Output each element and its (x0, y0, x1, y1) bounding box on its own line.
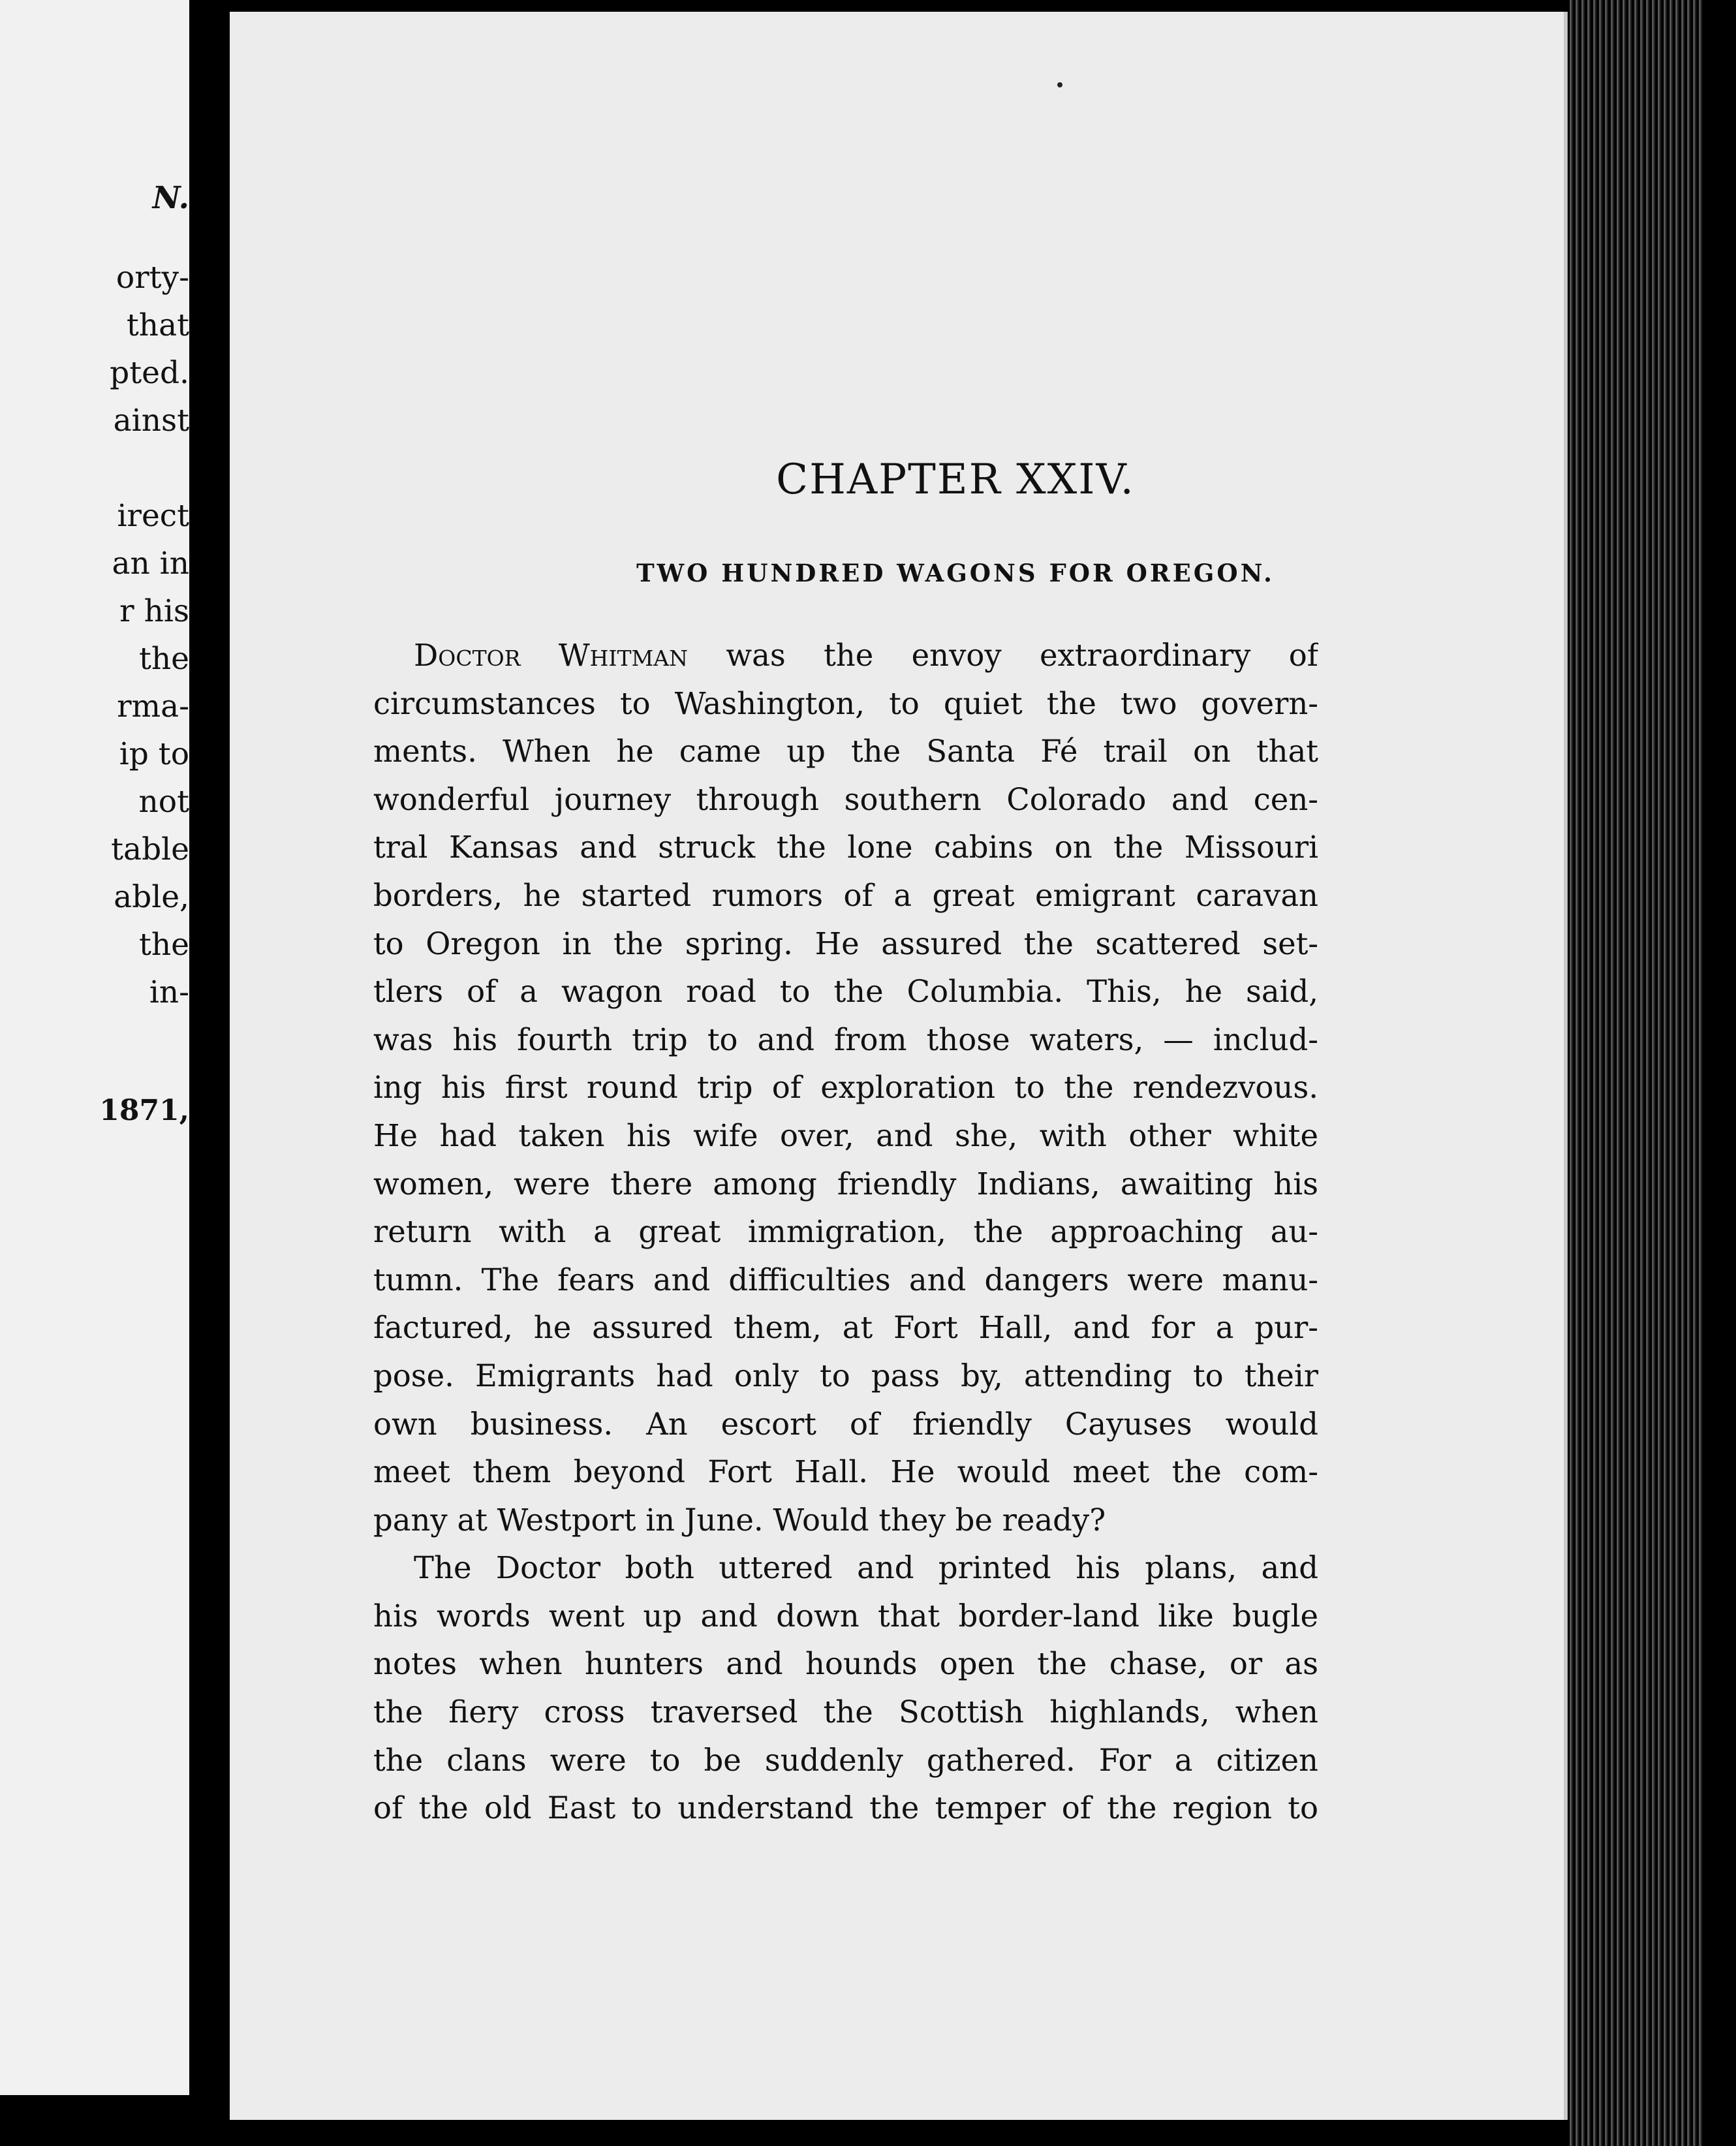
book-page-edges (1568, 0, 1736, 2146)
text-line: notes when hunters and hounds open the chase, or as (373, 1646, 1318, 1682)
left-fragment: not (138, 784, 189, 820)
text-line: ments. When he came up the Santa Fé trail on that (373, 734, 1318, 770)
main-page (230, 12, 1568, 2120)
left-facing-page (0, 0, 189, 2095)
text-line: meet them beyond Fort Hall. He would meet the com- (373, 1454, 1318, 1490)
left-fragment: irect (117, 498, 189, 534)
text-line: tral Kansas and struck the lone cabins on the Missouri (373, 830, 1318, 865)
text-line: women, were there among friendly Indians, awaiting his (373, 1166, 1318, 1202)
text-line: pose. Emigrants had only to pass by, attending to their (373, 1358, 1318, 1393)
left-fragment: an in (112, 546, 189, 582)
speck (1057, 82, 1062, 87)
text-line: own business. An escort of friendly Cayuses would (373, 1406, 1318, 1442)
text-line: return with a great immigration, the approaching au- (373, 1214, 1318, 1250)
text-line-rest: was the envoy extraordinary of (726, 638, 1318, 673)
chapter-heading: CHAPTER XXIV. (776, 456, 1135, 504)
left-fragment: rma- (117, 689, 189, 724)
left-fragment: that (126, 307, 189, 343)
left-fragment: 1871, (99, 1094, 189, 1127)
text-line: the clans were to be suddenly gathered. For a citizen (373, 1742, 1318, 1778)
left-fragment: the (139, 641, 189, 677)
left-fragment: N. (152, 180, 189, 216)
left-fragment: ip to (119, 736, 189, 772)
text-line: wonderful journey through southern Colorado and cen- (373, 781, 1318, 817)
text-line: his words went up and down that border-land like bugle (373, 1598, 1318, 1634)
text-line: of the old East to understand the temper of the region to (373, 1790, 1318, 1826)
binding-gutter (189, 0, 230, 2146)
text-line: tumn. The fears and difficulties and dangers were manu- (373, 1262, 1318, 1298)
text-line: pany at Westport in June. Would they be ready? (373, 1502, 1106, 1538)
left-fragment: table (111, 832, 189, 867)
left-page-text-fragments (0, 0, 189, 2095)
left-fragment: the (139, 927, 189, 963)
left-fragment: in- (149, 974, 189, 1010)
text-line: circumstances to Washington, to quiet the two govern- (373, 685, 1318, 721)
text-line: factured, he assured them, at Fort Hall, and for a pur- (373, 1310, 1318, 1346)
chapter-subtitle: TWO HUNDRED WAGONS FOR OREGON. (636, 559, 1275, 587)
text-line: ing his first round trip of exploration to the rendezvous. (373, 1070, 1318, 1106)
text-line: the fiery cross traversed the Scottish highlands, when (373, 1694, 1318, 1730)
text-line: to Oregon in the spring. He assured the scattered set- (373, 925, 1318, 961)
text-line: The Doctor both uttered and printed his plans, and (414, 1550, 1318, 1586)
left-fragment: r his (119, 593, 189, 629)
text-line: He had taken his wife over, and she, with other white (373, 1117, 1318, 1153)
text-line: tlers of a wagon road to the Columbia. This, he said, (373, 974, 1318, 1010)
lead-in-name: Doctor Whitman (414, 638, 688, 673)
text-line: borders, he started rumors of a great emigrant caravan (373, 877, 1318, 913)
left-fragment: ainst (113, 403, 189, 439)
text-line (373, 632, 1318, 680)
body-text (373, 632, 1318, 1833)
left-fragment: orty- (116, 260, 189, 296)
text-line: was his fourth trip to and from those waters, — includ- (373, 1021, 1318, 1057)
left-fragment: able, (114, 879, 189, 915)
left-fragment: pted. (110, 355, 189, 391)
